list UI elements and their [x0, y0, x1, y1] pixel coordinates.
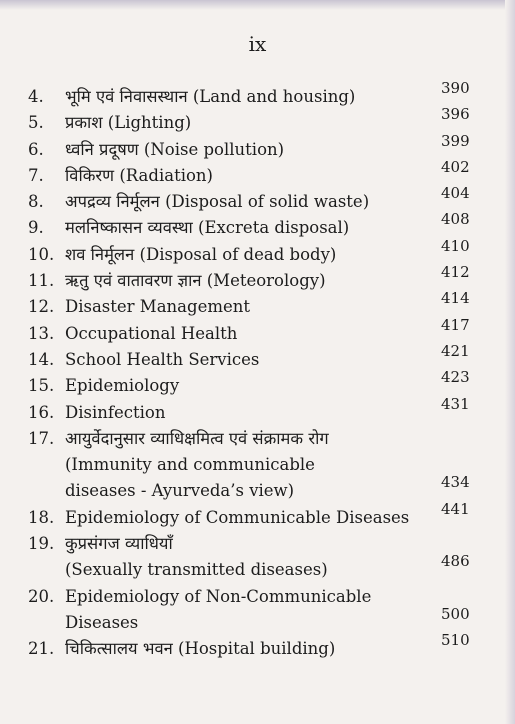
entry-page-number: 500: [441, 604, 470, 623]
entry-number: 16.: [28, 402, 55, 422]
toc-entry: [0, 531, 515, 584]
toc-entry: [0, 210, 515, 241]
entry-title-line: (Immunity and communicable: [65, 455, 315, 475]
entry-title-line: विकिरण (Radiation): [65, 165, 213, 185]
entry-number: 21.: [28, 639, 55, 659]
toc-entry: [0, 105, 515, 136]
toc-entry: [0, 79, 515, 110]
entry-page-number: 408: [441, 210, 470, 229]
toc-entry: [0, 426, 515, 505]
toc-entry: [0, 263, 515, 294]
entry-page-number: 414: [441, 289, 470, 308]
entry-number: 15.: [28, 376, 55, 396]
toc-entry: [0, 584, 515, 637]
entry-page-number: 441: [441, 499, 470, 518]
entry-title-line: Diseases: [65, 612, 139, 632]
entry-page-number: 399: [441, 131, 470, 150]
entry-title-line: ध्वनि प्रदूषण (Noise pollution): [65, 139, 285, 159]
entry-page-number: 421: [441, 341, 470, 360]
entry-title-line: अपद्रव्य निर्मूलन (Disposal of solid waste): [65, 192, 370, 212]
entry-page-number: 410: [441, 236, 470, 255]
entry-title-line: (Sexually transmitted diseases): [65, 560, 328, 580]
entry-number: 20.: [28, 586, 55, 606]
entry-page-number: 423: [441, 368, 470, 387]
entry-page-number: 402: [441, 157, 470, 176]
entry-number: 7.: [28, 165, 44, 185]
entry-page-number: 396: [441, 105, 470, 124]
toc-entry: [0, 341, 515, 373]
entry-title-line: कुप्रसंगज व्याधियाँ: [65, 534, 173, 554]
toc-entry: [0, 394, 515, 426]
entry-title-line: Epidemiology of Non-Communicable: [65, 586, 372, 606]
entry-number: 8.: [28, 192, 44, 212]
entry-number: 18.: [28, 507, 55, 527]
toc-entry: [0, 499, 515, 531]
entry-title-line: चिकित्सालय भवन (Hospital building): [65, 639, 336, 659]
entry-number: 10.: [28, 244, 55, 264]
entry-title-line: आयुर्वेदानुसार व्याधिक्षमित्व एवं संक्रामक रोग: [65, 428, 329, 448]
entry-page-number: 434: [441, 473, 470, 492]
toc-entry: [0, 236, 515, 268]
page-top-edge: [0, 0, 515, 10]
page-number: ix: [248, 32, 267, 56]
entry-number: 4.: [28, 87, 44, 106]
entry-title-line: भूमि एवं निवासस्थान (Land and housing): [65, 87, 356, 106]
entry-number: 11.: [28, 271, 55, 291]
entry-page-number: 390: [441, 79, 470, 97]
entry-page-number: 412: [441, 263, 470, 282]
entry-number: 17.: [28, 428, 55, 448]
entry-title-line: Epidemiology: [65, 376, 180, 396]
entry-title-line: Disinfection: [65, 402, 166, 422]
entry-number: 14.: [28, 349, 55, 369]
entry-page-number: 486: [441, 552, 470, 571]
toc-entry: [0, 368, 515, 399]
toc-entry: [0, 289, 515, 320]
entry-number: 9.: [28, 218, 44, 238]
entry-number: 13.: [28, 323, 55, 343]
entry-number: 6.: [28, 139, 44, 159]
entry-title-line: ऋतु एवं वातावरण ज्ञान (Meteorology): [65, 271, 326, 291]
toc-entry: [0, 157, 515, 189]
entry-title-line: प्रकाश (Lighting): [65, 113, 192, 133]
entry-page-number: 510: [441, 631, 470, 650]
entry-title-line: Epidemiology of Communicable Diseases: [65, 507, 410, 527]
entry-number: 19.: [28, 534, 55, 554]
toc-entry: [0, 315, 515, 347]
toc-entry: [0, 131, 515, 163]
entry-title-line: Occupational Health: [65, 323, 238, 343]
entry-title-line: मलनिष्कासन व्यवस्था (Excreta disposal): [65, 218, 350, 238]
table-of-contents: [0, 79, 515, 663]
entry-page-number: 404: [441, 184, 470, 203]
entry-number: 12.: [28, 297, 55, 317]
entry-page-number: 417: [441, 315, 470, 334]
entry-page-number: 431: [441, 394, 470, 413]
toc-entry: [0, 631, 515, 662]
entry-title-line: Disaster Management: [65, 297, 250, 317]
toc-entry: [0, 184, 515, 215]
entry-title-line: diseases - Ayurveda’s view): [65, 481, 295, 501]
entry-number: 5.: [28, 113, 44, 133]
entry-title-line: School Health Services: [65, 349, 260, 369]
entry-title-line: शव निर्मूलन (Disposal of dead body): [65, 244, 337, 264]
